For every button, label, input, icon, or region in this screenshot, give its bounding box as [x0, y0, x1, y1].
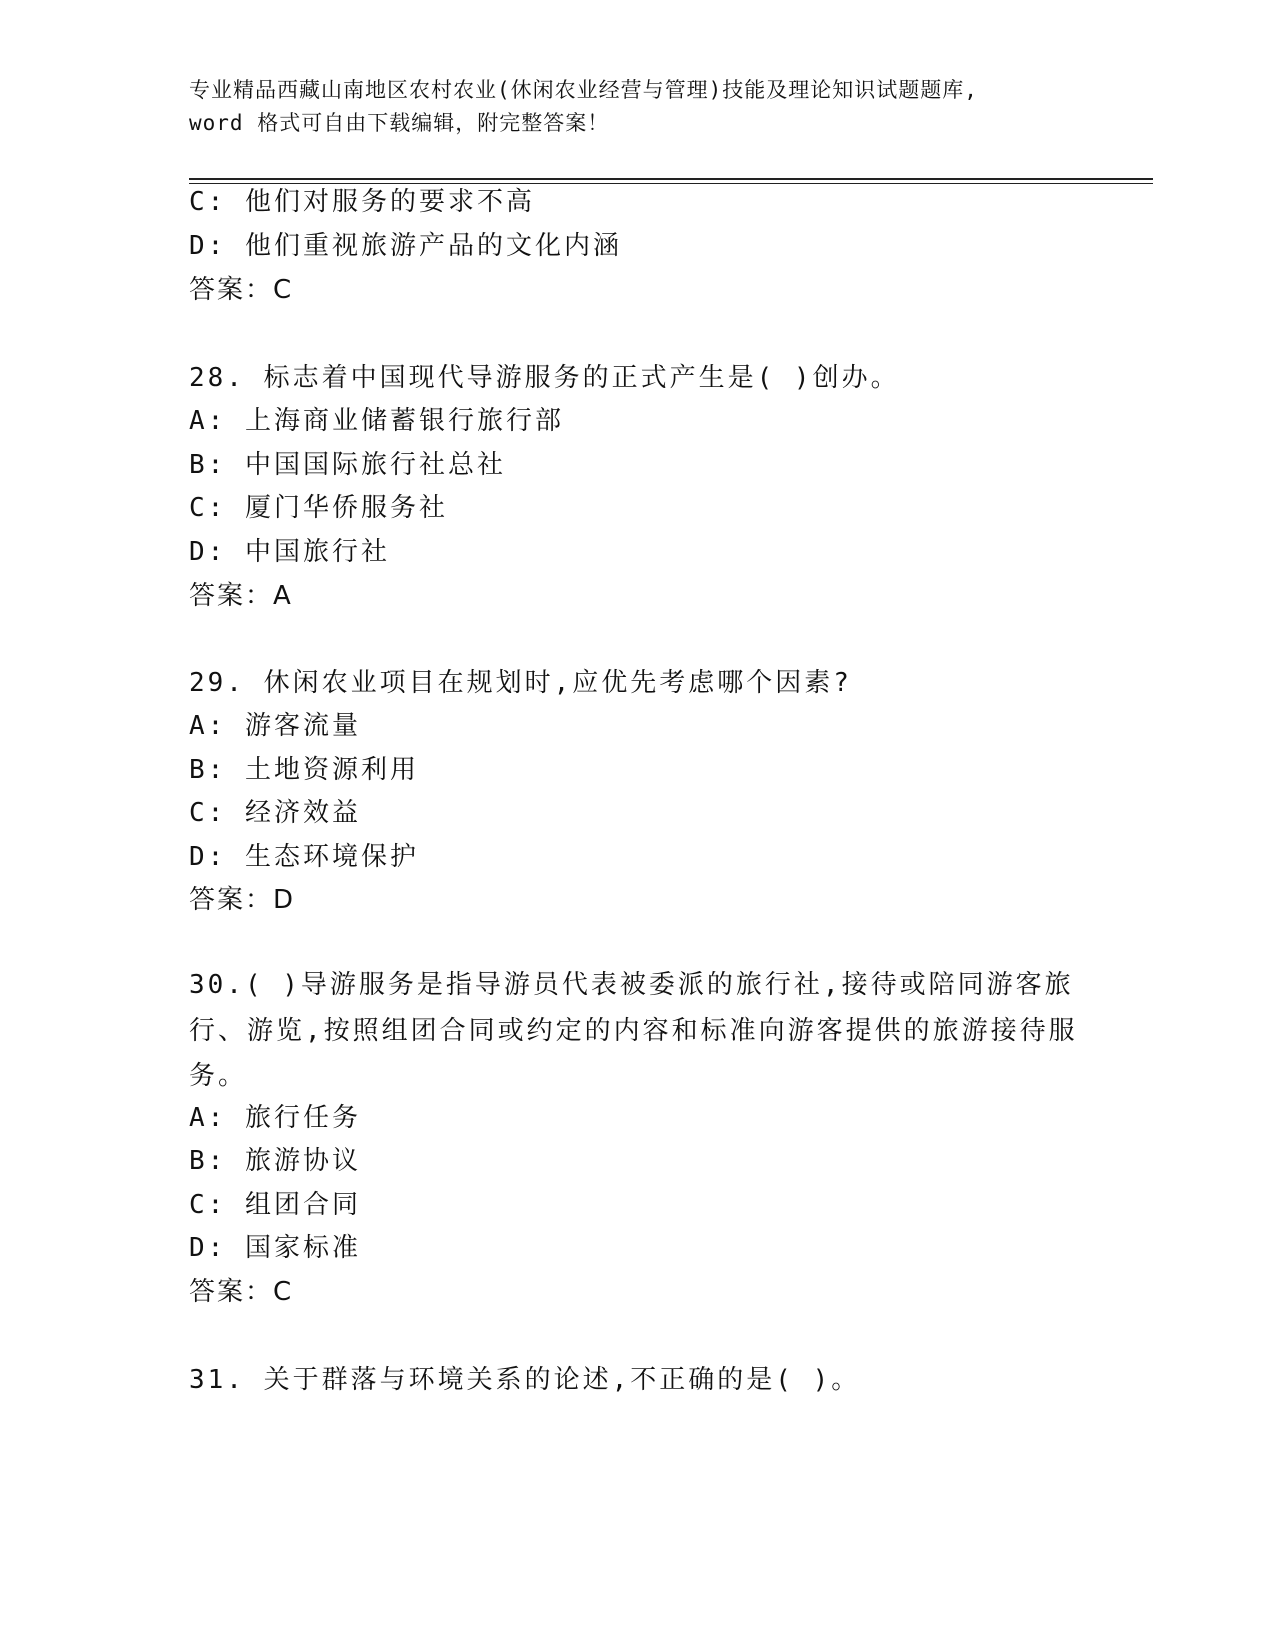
header-title-line1: 专业精品西藏山南地区农村农业(休闲农业经营与管理)技能及理论知识试题题库, [189, 78, 978, 102]
q30-option-c: C: 组团合同 [189, 1190, 361, 1220]
q31-stem: 31. 关于群落与环境关系的论述,不正确的是( )。 [189, 1365, 861, 1395]
q28-stem: 28. 标志着中国现代导游服务的正式产生是( )创办。 [189, 363, 900, 393]
q28-option-b: B: 中国国际旅行社总社 [189, 450, 506, 480]
document-header [189, 74, 1089, 140]
q29-option-a: A: 游客流量 [189, 711, 361, 741]
q28-option-a: A: 上海商业储蓄银行旅行部 [189, 406, 564, 436]
q27-answer: 答案：C [189, 275, 294, 305]
q30-option-a: A: 旅行任务 [189, 1103, 361, 1133]
header-divider-thin [189, 183, 1153, 184]
q30-option-b: B: 旅游协议 [189, 1146, 361, 1176]
q29-option-c: C: 经济效益 [189, 798, 361, 828]
q27-option-d: D: 他们重视旅游产品的文化内涵 [189, 231, 622, 261]
q27-option-c: C: 他们对服务的要求不高 [189, 187, 535, 217]
header-title-line2: word 格式可自由下载编辑，附完整答案！ [189, 111, 610, 135]
q29-option-d: D: 生态环境保护 [189, 842, 419, 872]
q29-answer: 答案：D [189, 885, 296, 915]
q28-option-c: C: 厦门华侨服务社 [189, 493, 448, 523]
q30-stem: 30.( )导游服务是指导游员代表被委派的旅行社,接待或陪同游客旅行、游览,按照组团合同或约定的内容和标准向游客提供的旅游接待服务。 [189, 970, 1078, 1091]
q28-option-d: D: 中国旅行社 [189, 537, 390, 567]
q30-option-d: D: 国家标准 [189, 1233, 361, 1263]
q28-answer: 答案：A [189, 581, 293, 611]
q30-answer: 答案：C [189, 1277, 294, 1307]
q29-stem: 29. 休闲农业项目在规划时,应优先考虑哪个因素? [189, 668, 852, 698]
header-divider-thick [189, 178, 1153, 180]
q29-option-b: B: 土地资源利用 [189, 755, 419, 785]
